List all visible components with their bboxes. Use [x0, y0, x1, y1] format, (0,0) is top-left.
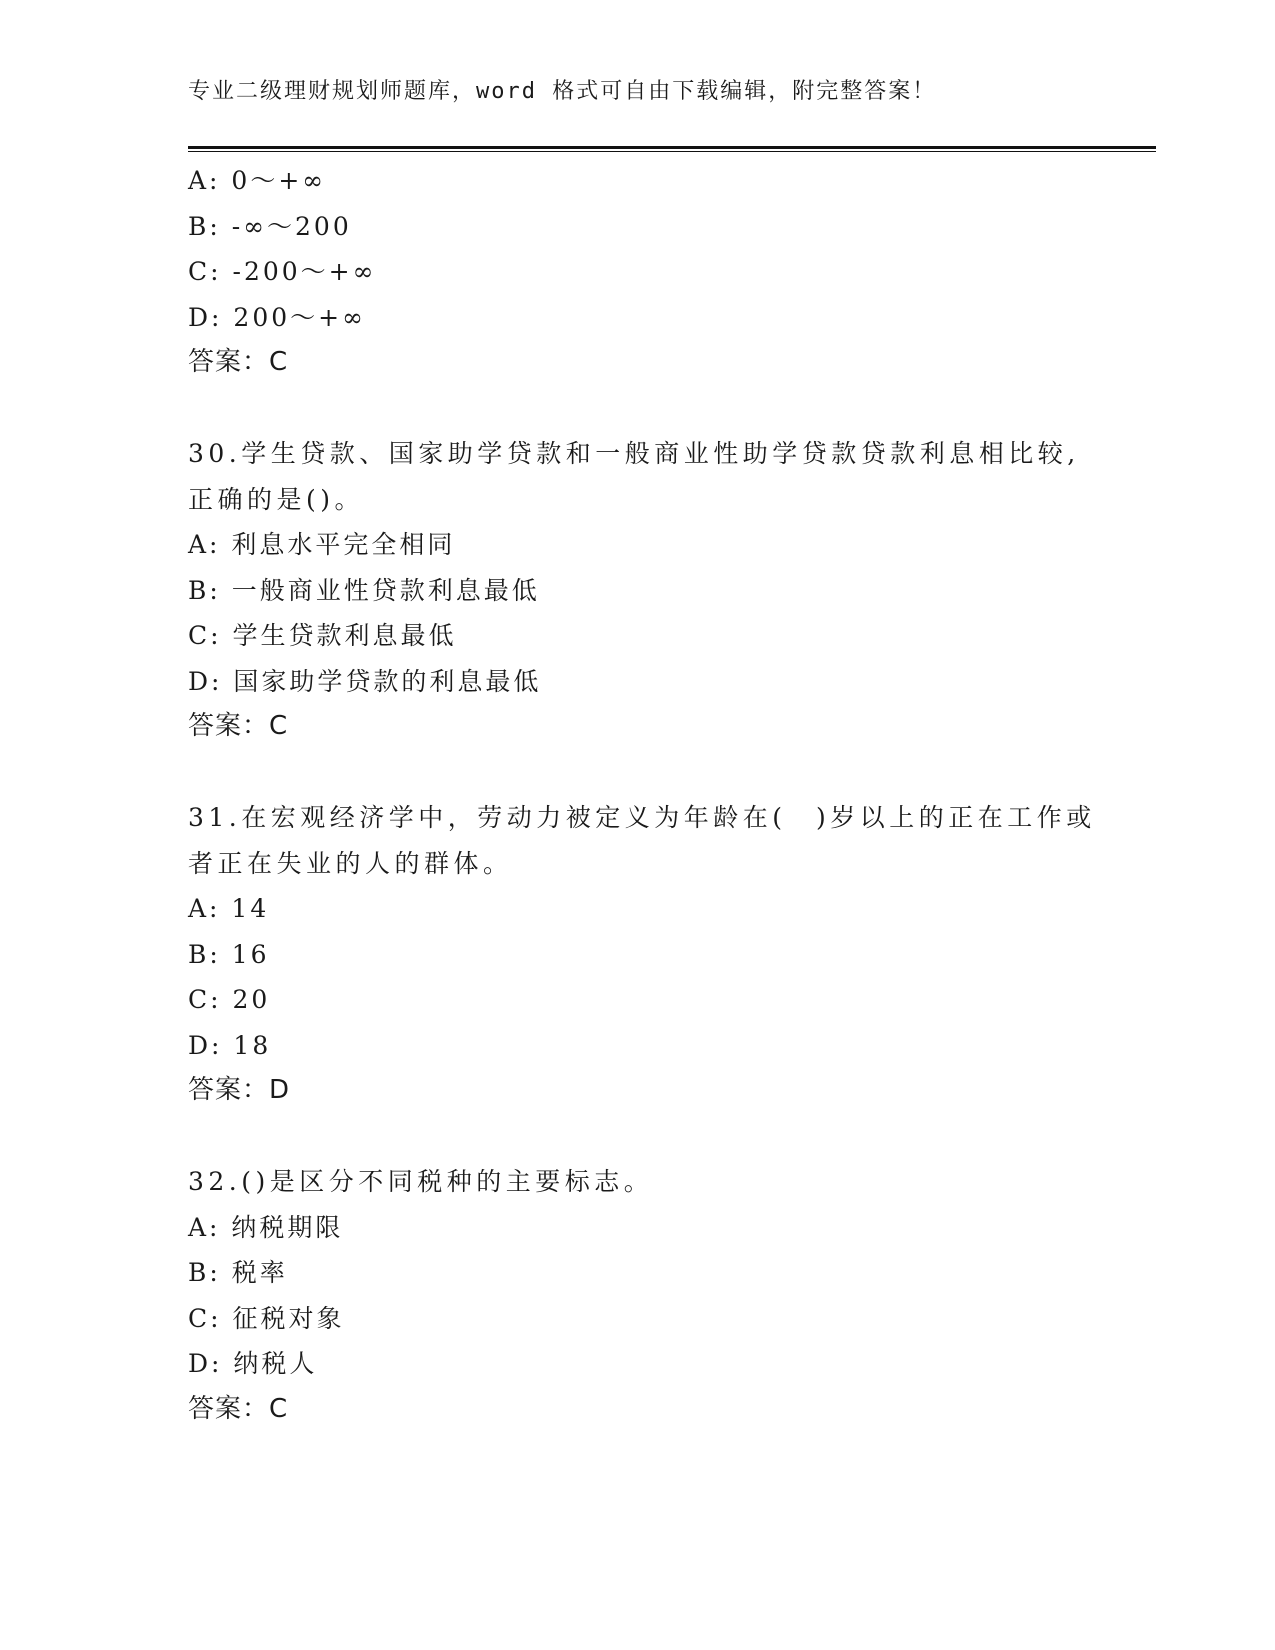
spacer [188, 750, 1088, 796]
question-32 [188, 1159, 1088, 1432]
question-30 [188, 431, 1088, 750]
option-d: D: 200～+∞ [188, 302, 366, 332]
option-c: C: 学生贷款利息最低 [188, 621, 457, 650]
option-d: D: 纳税人 [188, 1349, 318, 1378]
question-text-line: 者正在失业的人的群体。 [188, 848, 513, 878]
option-c: C: 20 [188, 985, 271, 1014]
answer: 答案：D [188, 1075, 291, 1105]
option-b: B: 一般商业性贷款利息最低 [188, 575, 540, 605]
option-b: B: 税率 [188, 1258, 288, 1287]
spacer [188, 386, 1088, 432]
option-a: A: 纳税期限 [188, 1212, 344, 1242]
option-c: C: -200～+∞ [188, 257, 377, 286]
page-content [188, 158, 1096, 1432]
answer: 答案：C [188, 1393, 289, 1424]
question-31 [188, 795, 1096, 1114]
question-text-line: 32.()是区分不同税种的主要标志。 [188, 1167, 654, 1196]
option-d: D: 国家助学贷款的利息最低 [188, 666, 542, 696]
previous-question [188, 158, 1088, 386]
option-b: B: 16 [188, 939, 270, 969]
spacer [188, 1114, 1088, 1160]
option-a: A: 利息水平完全相同 [188, 530, 456, 559]
option-a: A: 0～+∞ [188, 166, 327, 195]
question-text-line: 正确的是()。 [188, 484, 365, 514]
answer: 答案：C [188, 711, 289, 741]
page-header: 专业二级理财规划师题库，word 格式可自由下载编辑，附完整答案！ [188, 79, 937, 104]
option-b: B: -∞～200 [188, 211, 352, 241]
question-text-line: 30.学生贷款、国家助学贷款和一般商业性助学贷款贷款利息相比较, [188, 439, 1080, 468]
question-text-line: 31.在宏观经济学中，劳动力被定义为年龄在( )岁以上的正在工作或 [188, 803, 1096, 832]
header-divider [188, 146, 1156, 152]
option-d: D: 18 [188, 1030, 272, 1060]
answer: 答案：C [188, 347, 289, 377]
option-c: C: 征税对象 [188, 1303, 345, 1333]
option-a: A: 14 [188, 894, 270, 923]
